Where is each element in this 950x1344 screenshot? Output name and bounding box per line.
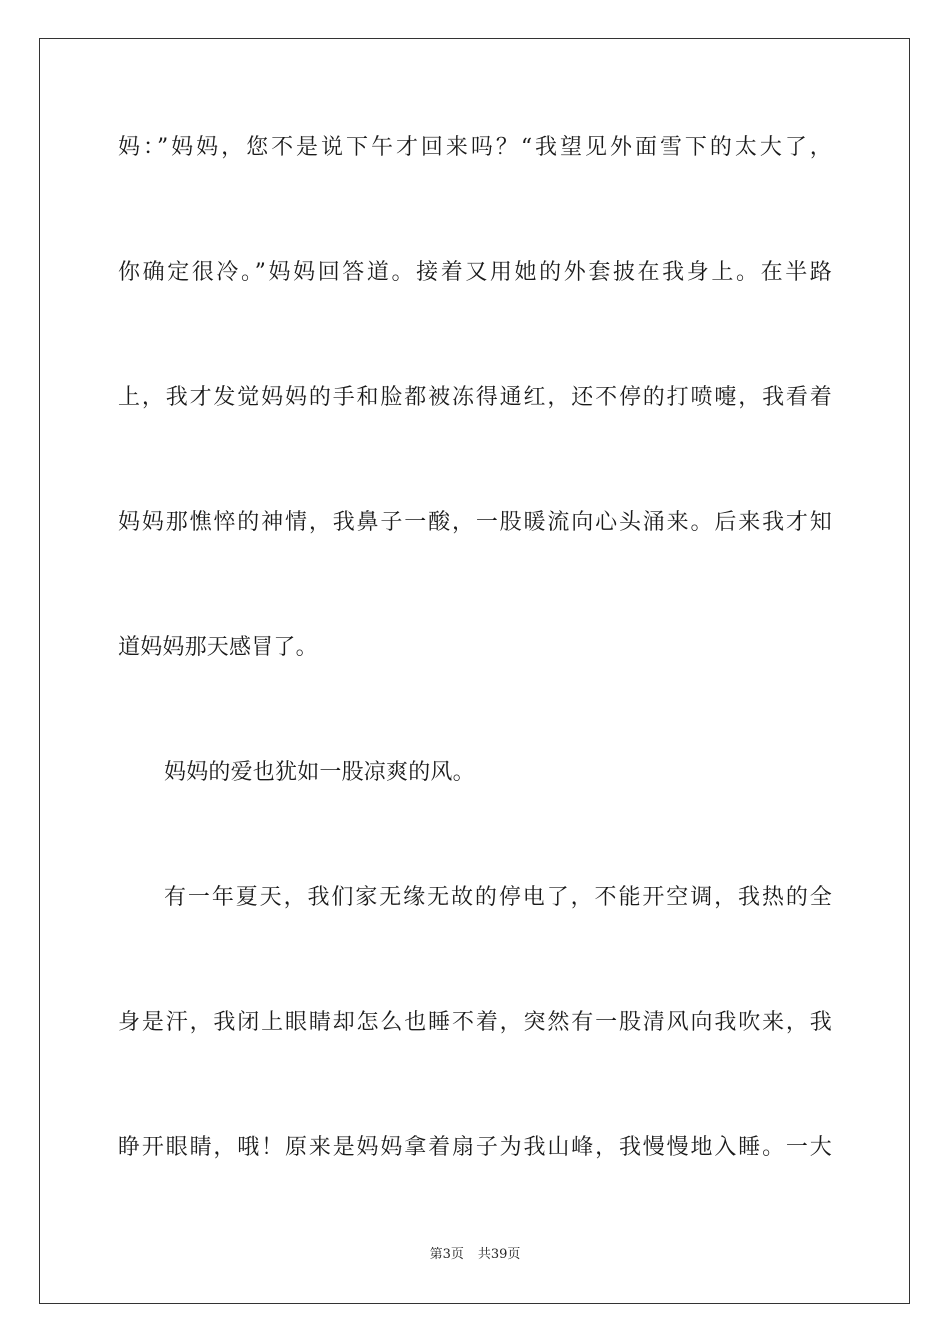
page-number: 第3页 — [429, 1247, 464, 1262]
body-line-3: 上，我才发觉妈妈的手和脸都被冻得通红，还不停的打喷嚏，我看着 — [118, 385, 832, 410]
body-line-4: 妈妈那憔悴的神情，我鼻子一酸，一股暖流向心头涌来。后来我才知 — [118, 510, 832, 535]
paragraph-3-line-3: 睁开眼睛，哦！原来是妈妈拿着扇子为我山峰，我慢慢地入睡。一大 — [118, 1135, 832, 1160]
body-line-5: 道妈妈那天感冒了。 — [118, 635, 318, 660]
body-line-1: 妈：”妈妈，您不是说下午才回来吗？“我望见外面雪下的太大了， — [118, 135, 832, 160]
page-footer — [0, 1246, 950, 1264]
paragraph-3-line-1: 有一年夏天，我们家无缘无故的停电了，不能开空调，我热的全 — [164, 885, 832, 910]
page-total: 共39页 — [477, 1247, 521, 1262]
page-border — [39, 38, 910, 1304]
body-line-2: 你确定很冷。”妈妈回答道。接着又用她的外套披在我身上。在半路 — [118, 260, 832, 285]
paragraph-3-line-2: 身是汗，我闭上眼睛却怎么也睡不着，突然有一股清风向我吹来，我 — [118, 1010, 832, 1035]
paragraph-2-line-1: 妈妈的爱也犹如一股凉爽的风。 — [164, 760, 475, 785]
